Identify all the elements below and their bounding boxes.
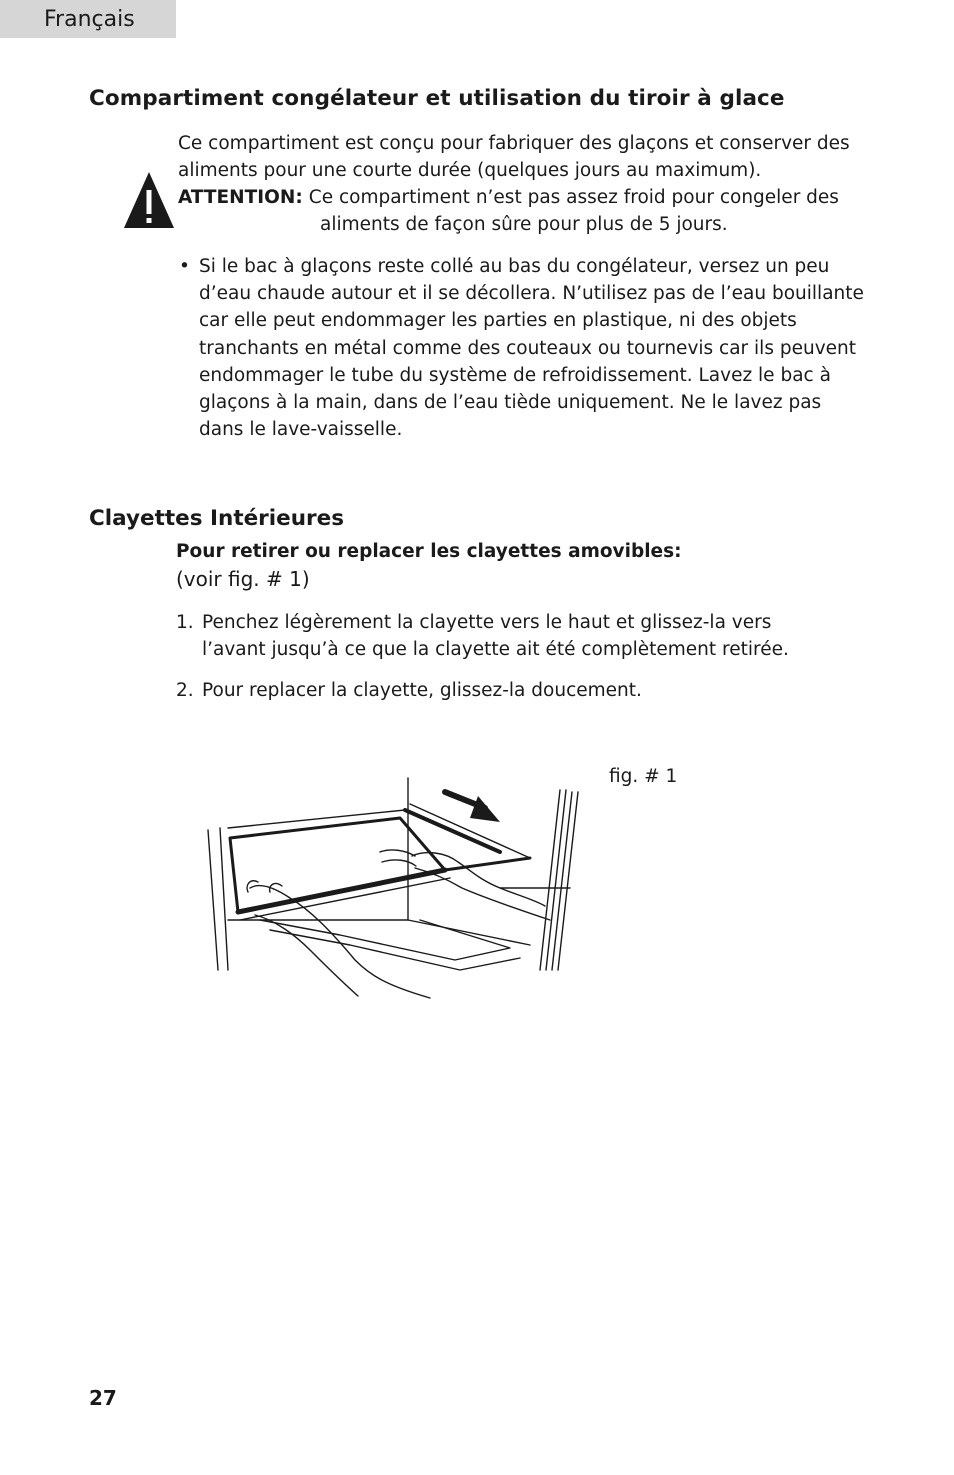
attention-text-1: Ce compartiment n’est pas assez froid pour congeler des <box>308 187 839 208</box>
shelves-section-title: Clayettes Intérieures <box>89 506 345 531</box>
step-number: 1. <box>176 612 194 633</box>
language-tab: Français <box>0 0 176 38</box>
bullet-symbol: • <box>179 256 190 277</box>
step-text-line1: Penchez légèrement la clayette vers le haut et glissez-la vers <box>202 612 772 633</box>
step-text-line2: l’avant jusqu’à ce que la clayette ait été complètement retirée. <box>202 639 789 660</box>
step-number: 2. <box>176 680 194 701</box>
bullet-text: Si le bac à glaçons reste collé au bas du congélateur, versez un peu d’eau chaude autour et il se décollera. N’utilisez pas de l’eau bouillante car elle peut endommager les parties en plastique, ni des objets tranchants en métal comme des couteaux ou tournevis car ils peuvent endommager le tube du système de refroidissement. Lavez le bac à glaçons à la main, dans de l’eau tiède uniquement. Ne le lavez pas dans le lave-vaisselle. <box>199 256 864 441</box>
shelves-subtitle: Pour retirer ou replacer les clayettes amovibles: <box>176 541 682 562</box>
shelf-removal-illustration <box>200 770 590 1005</box>
ice-tray-bullet <box>179 253 869 443</box>
warning-icon <box>122 170 176 230</box>
attention-line <box>178 184 839 211</box>
attention-label: ATTENTION: <box>178 187 303 208</box>
page-number: 27 <box>89 1386 117 1410</box>
see-figure-note: (voir fig. # 1) <box>176 567 310 591</box>
freezer-section-title: Compartiment congélateur et utilisation du tiroir à glace <box>89 86 785 111</box>
step-1 <box>176 609 789 663</box>
freezer-intro: Ce compartiment est conçu pour fabriquer des glaçons et conserver des aliments pour une courte durée (quelques jours au maximum). <box>178 133 850 181</box>
step-2 <box>176 677 642 704</box>
attention-text-2: aliments de façon sûre pour plus de 5 jours. <box>320 214 728 235</box>
figure-label: fig. # 1 <box>609 766 678 787</box>
step-text-line1: Pour replacer la clayette, glissez-la doucement. <box>202 680 642 701</box>
